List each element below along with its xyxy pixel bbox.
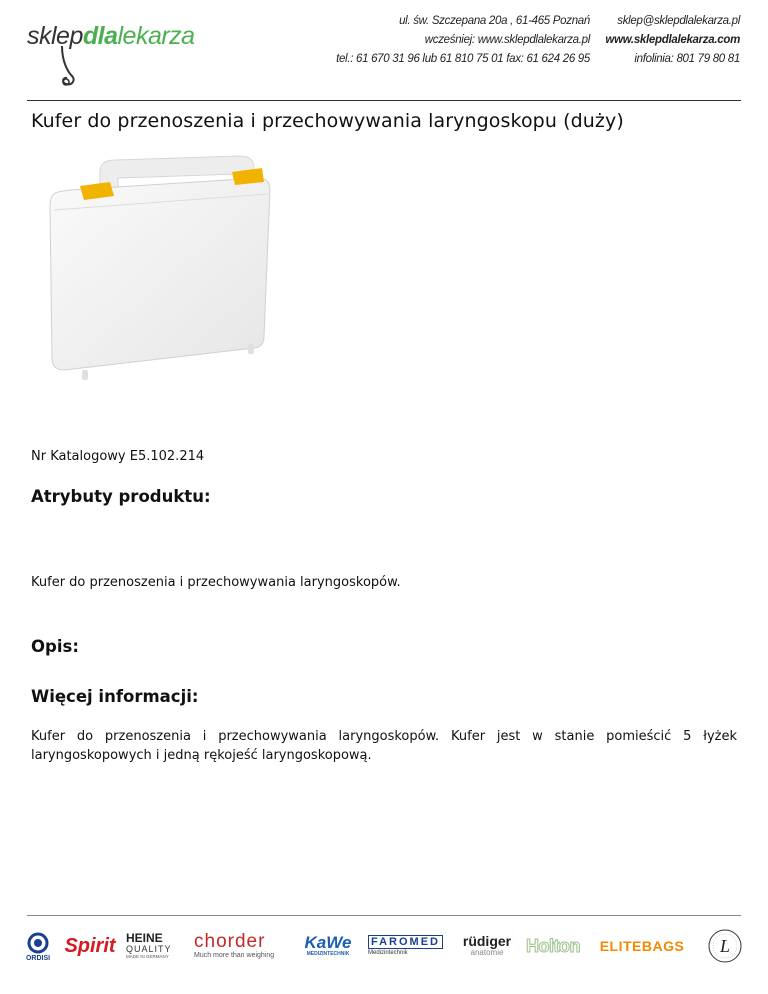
logo-part-sklep: sklep (27, 22, 83, 50)
brand-elitebags-logo[interactable] (590, 926, 694, 966)
footer-divider (27, 915, 741, 916)
faromed-subtitle: Medizintechnik (368, 949, 408, 956)
more-info-text: Kufer do przenoszenia i przechowywania laryngoskopów. Kufer jest w stanie pomieścić 5 łyżek laryngoskopowych i jedną rękojeść laryngoskopową. (31, 729, 737, 763)
brand-faromed-logo[interactable] (368, 926, 448, 966)
rudiger-text: rüdiger (462, 933, 512, 949)
logo-part-dla: dla (82, 22, 118, 50)
faromed-text: FAROMED (368, 935, 443, 949)
phone-fax-line: tel.: 61 670 31 96 lub 61 810 75 01 fax: 61 624 26 95 (336, 53, 590, 65)
catalog-number: Nr Katalogowy E5.102.214 (31, 449, 205, 464)
logo-wordmark (27, 22, 195, 51)
product-image (40, 150, 285, 395)
littmann-letter: L (719, 935, 730, 956)
kawe-subtitle: MEDIZINTECHNIK (306, 951, 350, 957)
hotline-number: infolinia: 801 79 80 81 (634, 53, 740, 65)
holton-text: Holton (526, 935, 580, 956)
ordisi-swirl-icon (27, 931, 49, 955)
brand-kawe-logo[interactable] (302, 926, 354, 966)
heine-text: HEINE (126, 931, 163, 945)
store-address: ul. św. Szczepana 20a , 61-465 Poznań (399, 15, 590, 27)
contact-online-block (570, 12, 740, 69)
store-logo[interactable] (27, 18, 217, 68)
website-link[interactable]: www.sklepdlalekarza.com (605, 34, 740, 46)
chorder-text: chorder (194, 930, 266, 952)
brand-littmann-logo[interactable] (706, 926, 744, 966)
attributes-heading: Atrybuty produktu: (31, 487, 211, 506)
attributes-text: Kufer do przenoszenia i przechowywania laryngoskopów. (31, 575, 401, 590)
rudiger-subtitle: anatomie (470, 948, 504, 957)
brand-chorder-logo[interactable] (194, 926, 286, 966)
heine-made-text: MADE IN GERMANY (126, 954, 169, 959)
brand-logos-strip (22, 926, 746, 966)
brand-ordisi-logo[interactable] (22, 926, 54, 966)
brand-spirit-logo[interactable] (60, 926, 120, 966)
chorder-tagline: Much more than weighing (194, 951, 275, 959)
header-divider (27, 100, 741, 101)
description-heading: Opis: (31, 637, 79, 656)
product-title: Kufer do przenoszenia i przechowywania laryngoskopu (duży) (31, 110, 624, 132)
stethoscope-icon (54, 44, 94, 88)
brand-heine-logo[interactable] (126, 926, 184, 966)
brand-rudiger-logo[interactable] (462, 926, 512, 966)
elitebags-text: ELITEBAGS (599, 938, 685, 954)
spirit-text: Spirit (64, 934, 116, 957)
logo-part-lekarza: lekarza (117, 22, 195, 50)
ordisi-text: ORDISI (25, 954, 51, 962)
email-link[interactable]: sklep@sklepdlalekarza.pl (617, 15, 740, 27)
more-info-heading: Więcej informacji: (31, 687, 199, 706)
brand-holton-logo[interactable] (526, 926, 580, 966)
heine-quality-text: QUALITY (126, 944, 172, 954)
page-header (0, 0, 768, 80)
kawe-text: KaWe (304, 933, 352, 952)
previous-website[interactable]: wcześniej: www.sklepdlalekarza.pl (424, 34, 590, 46)
contact-address-block (330, 12, 590, 69)
